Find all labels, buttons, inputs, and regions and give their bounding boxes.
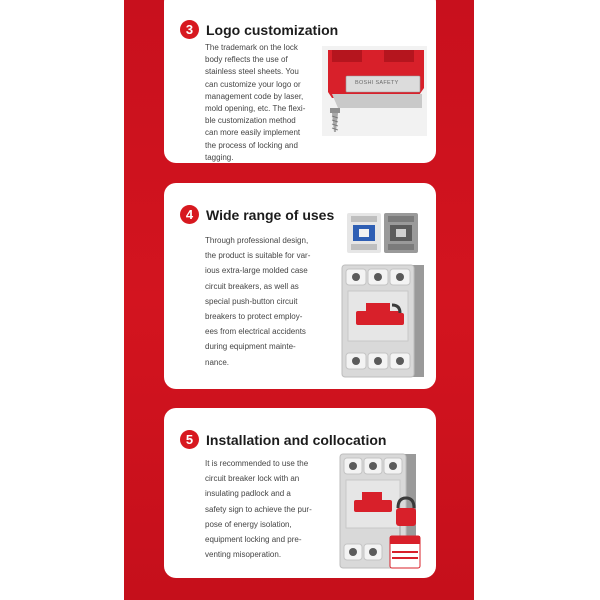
plate-logo-text: BOSHI SAFETY (355, 80, 399, 86)
section-title: Wide range of uses (206, 206, 335, 223)
section-title: Installation and collocation (206, 431, 387, 448)
logo-customization-card (164, 0, 436, 163)
step-badge: 5 (180, 430, 199, 449)
circuit-breaker-with-lock-image (340, 261, 426, 381)
logo-customization-heading (180, 20, 338, 39)
step-badge: 4 (180, 205, 199, 224)
section-description: Through professional design, the product is suitable for var- ious extra-large molded case circuit breakers, as well as special push-button circuit breakers to protect employ- ees from electrical accidents during equipment mainte- nance. (205, 236, 311, 367)
section-description: It is recommended to use the circuit breaker lock with an insulating padlock and a safety sign to achieve the pur- pose of energy isolation, equipment locking and pre- venting misoperation. (205, 459, 312, 560)
small-breaker-gray-image (384, 213, 418, 253)
breaker-padlock-tag-image (338, 452, 430, 572)
step-badge: 3 (180, 20, 199, 39)
installation-heading (180, 430, 386, 449)
installation-card (164, 408, 436, 578)
section-title: Logo customization (206, 21, 339, 38)
wide-range-card (164, 183, 436, 389)
logo-plate-image (322, 46, 427, 136)
small-breaker-blue-image (347, 213, 381, 253)
section-description: The trademark on the lock body reflects the use of stainless steel sheets. You can customize your logo or management code by laser, mold opening, etc. The flexi- ble customization method can more easily implement the process of locking and tagging. (205, 43, 306, 162)
wide-range-heading (180, 205, 334, 224)
